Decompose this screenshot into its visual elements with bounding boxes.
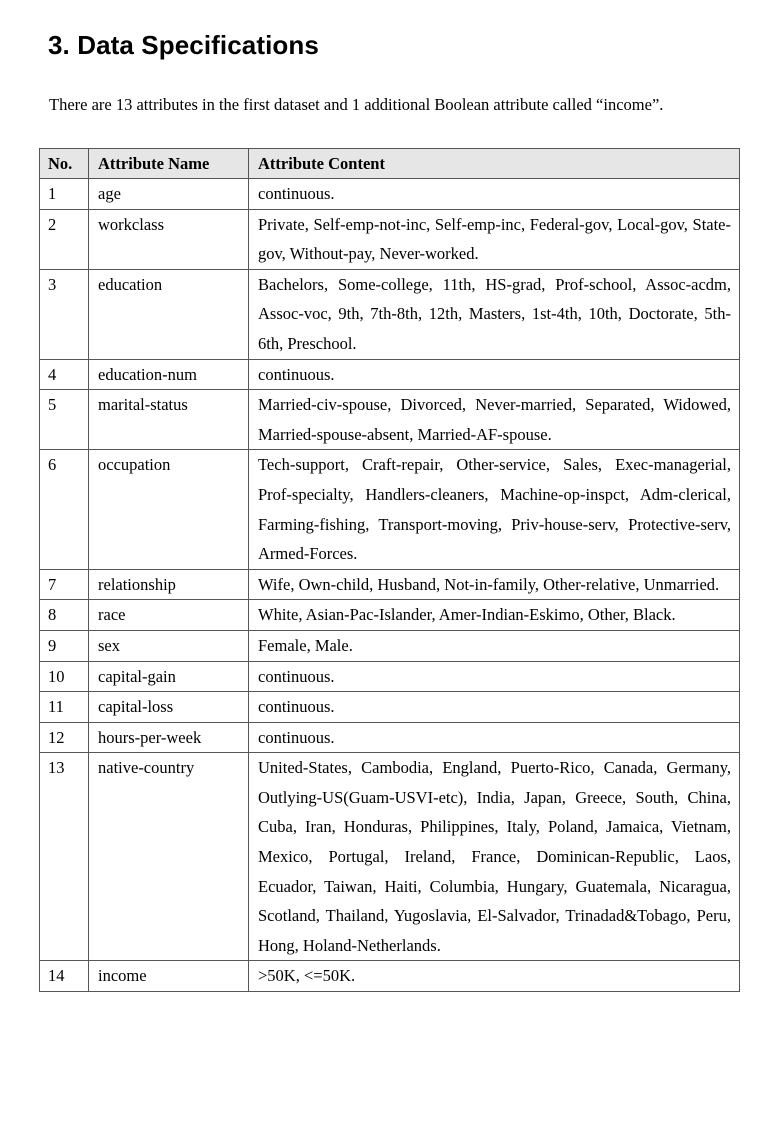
row-number: 12 [40, 722, 89, 753]
attribute-name: capital-gain [89, 661, 249, 692]
attribute-name: relationship [89, 569, 249, 600]
attribute-content: Wife, Own-child, Husband, Not-in-family, Other-relative, Unmarried. [249, 569, 740, 600]
attribute-content: continuous. [249, 661, 740, 692]
row-number: 11 [40, 692, 89, 723]
attribute-content: White, Asian-Pac-Islander, Amer-Indian-Eskimo, Other, Black. [249, 600, 740, 631]
attribute-content: continuous. [249, 722, 740, 753]
attribute-name: native-country [89, 753, 249, 961]
row-number: 10 [40, 661, 89, 692]
row-number: 4 [40, 359, 89, 390]
attribute-name: education-num [89, 359, 249, 390]
row-number: 7 [40, 569, 89, 600]
attribute-content: Private, Self-emp-not-inc, Self-emp-inc, Federal-gov, Local-gov, State-gov, Without-pay, Never-worked. [249, 209, 740, 269]
attribute-name: education [89, 269, 249, 359]
row-number: 9 [40, 630, 89, 661]
attribute-content: continuous. [249, 692, 740, 723]
table-row [40, 179, 740, 210]
attribute-name: income [89, 961, 249, 992]
table-row [40, 450, 740, 569]
header-no: No. [40, 149, 89, 179]
row-number: 13 [40, 753, 89, 961]
table-row [40, 390, 740, 450]
attribute-name: race [89, 600, 249, 631]
header-attribute-content: Attribute Content [249, 149, 740, 179]
row-number: 2 [40, 209, 89, 269]
attribute-name: occupation [89, 450, 249, 569]
attribute-name: marital-status [89, 390, 249, 450]
intro-paragraph: There are 13 attributes in the first dataset and 1 additional Boolean attribute called “income”. [49, 95, 664, 114]
table-row [40, 753, 740, 961]
attribute-content: Tech-support, Craft-repair, Other-service, Sales, Exec-managerial, Prof-specialty, Handlers-cleaners, Machine-op-inspct, Adm-clerical, Farming-fishing, Transport-moving, Priv-house-serv, Protective-serv, Armed-Forces. [249, 450, 740, 569]
table-row [40, 209, 740, 269]
table-row [40, 722, 740, 753]
attribute-content: Bachelors, Some-college, 11th, HS-grad, Prof-school, Assoc-acdm, Assoc-voc, 9th, 7th-8th, 12th, Masters, 1st-4th, 10th, Doctorate, 5th-6th, Preschool. [249, 269, 740, 359]
section-title: 3. Data Specifications [48, 30, 319, 60]
row-number: 8 [40, 600, 89, 631]
table-row [40, 569, 740, 600]
attribute-content: >50K, <=50K. [249, 961, 740, 992]
row-number: 1 [40, 179, 89, 210]
attribute-content: continuous. [249, 179, 740, 210]
attribute-content: Female, Male. [249, 630, 740, 661]
row-number: 3 [40, 269, 89, 359]
table-row [40, 600, 740, 631]
attribute-name: age [89, 179, 249, 210]
row-number: 14 [40, 961, 89, 992]
table-row [40, 359, 740, 390]
attribute-name: sex [89, 630, 249, 661]
attribute-name: hours-per-week [89, 722, 249, 753]
table-row [40, 692, 740, 723]
attribute-name: workclass [89, 209, 249, 269]
table-row [40, 661, 740, 692]
header-attribute-name: Attribute Name [89, 149, 249, 179]
attribute-content: United-States, Cambodia, England, Puerto-Rico, Canada, Germany, Outlying-US(Guam-USVI-etc), India, Japan, Greece, South, China, Cuba, Iran, Honduras, Philippines, Italy, Poland, Jamaica, Vietnam, Mexico, Portugal, Ireland, France, Dominican-Republic, Laos, Ecuador, Taiwan, Haiti, Columbia, Hungary, Guatemala, Nicaragua, Scotland, Thailand, Yugoslavia, El-Salvador, Trinadad&Tobago, Peru, Hong, Holand-Netherlands. [249, 753, 740, 961]
table-row [40, 269, 740, 359]
row-number: 5 [40, 390, 89, 450]
table-header-row [40, 149, 740, 179]
attribute-content: Married-civ-spouse, Divorced, Never-married, Separated, Widowed, Married-spouse-absent, Married-AF-spouse. [249, 390, 740, 450]
attribute-content: continuous. [249, 359, 740, 390]
attribute-table [39, 148, 740, 992]
table-row [40, 961, 740, 992]
row-number: 6 [40, 450, 89, 569]
attribute-name: capital-loss [89, 692, 249, 723]
table-row [40, 630, 740, 661]
